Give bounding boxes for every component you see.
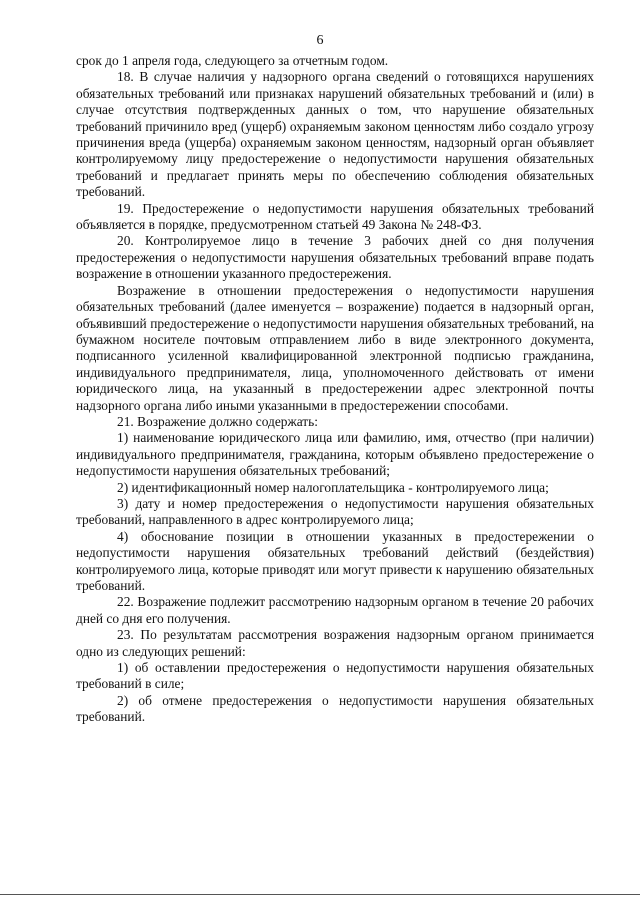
paragraph-18: 18. В случае наличия у надзорного органа сведений о готовящихся нарушениях обязательных требований или признаках нарушений обязательных требований и (или) в случае отсутствия подтвержденных данных о том, что нарушение обязательных требований причинило вред (ущерб) охраняемым законом ценностям либо создало угрозу причинения вреда (ущерба) охраняемым законом ценностям, надзорный орган объявляет контролируемому лицу предостережение о недопустимости нарушения обязательных требований и предлагает принять меры по обеспечению соблюдения обязательных требований. [76, 69, 594, 200]
paragraph-objection-procedure: Возражение в отношении предостережения о недопустимости нарушения обязательных требований (далее именуется – возражение) подается в надзорный орган, объявивший предостережение о недопустимости нарушения обязательных требований, на бумажном носителе почтовым отправлением либо в виде электронного документа, подписанного усиленной квалифицированной электронной подписью гражданина, индивидуального предпринимателя, лица, уполномоченного действовать от имени юридического лица, на указанный в предостережении адрес электронной почты надзорного органа либо иными указанными в предостережении способами. [76, 282, 594, 413]
list-item-21-3: 3) дату и номер предостережения о недопустимости нарушения обязательных требований, направленного в адрес контролируемого лица; [76, 495, 594, 528]
paragraph-continuation: срок до 1 апреля года, следующего за отчетным годом. [76, 53, 389, 68]
paragraph-20: 20. Контролируемое лицо в течение 3 рабочих дней со дня получения предостережения о недопустимости нарушения обязательных требований вправе подать возражение в отношении указанного предостережения. [76, 233, 594, 282]
list-item-23-1: 1) об оставлении предостережения о недопустимости нарушения обязательных требований в силе; [76, 660, 594, 692]
paragraph-21: 21. Возражение должно содержать: [117, 413, 318, 429]
list-item-21-1: 1) наименование юридического лица или фамилию, имя, отчество (при наличии) индивидуального предпринимателя, гражданина, которым объявлено предостережение о недопустимости нарушения обязательных требований; [76, 430, 594, 479]
paragraph-22: 22. Возражение подлежит рассмотрению надзорным органом в течение 20 рабочих дней со дня его получения. [76, 594, 594, 626]
page-bottom-divider [0, 894, 640, 895]
list-item-23-2: 2) об отмене предостережения о недопустимости нарушения обязательных требований. [76, 692, 594, 725]
paragraph-19: 19. Предостережение о недопустимости нарушения обязательных требований объявляется в порядке, предусмотренном статьей 49 Закона № 248-ФЗ. [76, 200, 594, 233]
list-item-21-2: 2) идентификационный номер налогоплательщика - контролируемого лица; [117, 479, 549, 495]
list-item-21-4: 4) обоснование позиции в отношении указанных в предостережении о недопустимости нарушения обязательных требований действий (бездействия) контролируемого лица, которые приводят или могут привести к нарушению обязательных требований. [76, 528, 594, 593]
document-body [76, 53, 594, 726]
paragraph-23: 23. По результатам рассмотрения возражения надзорным органом принимается одно из следующих решений: [76, 627, 594, 659]
page-number: 6 [316, 33, 324, 48]
